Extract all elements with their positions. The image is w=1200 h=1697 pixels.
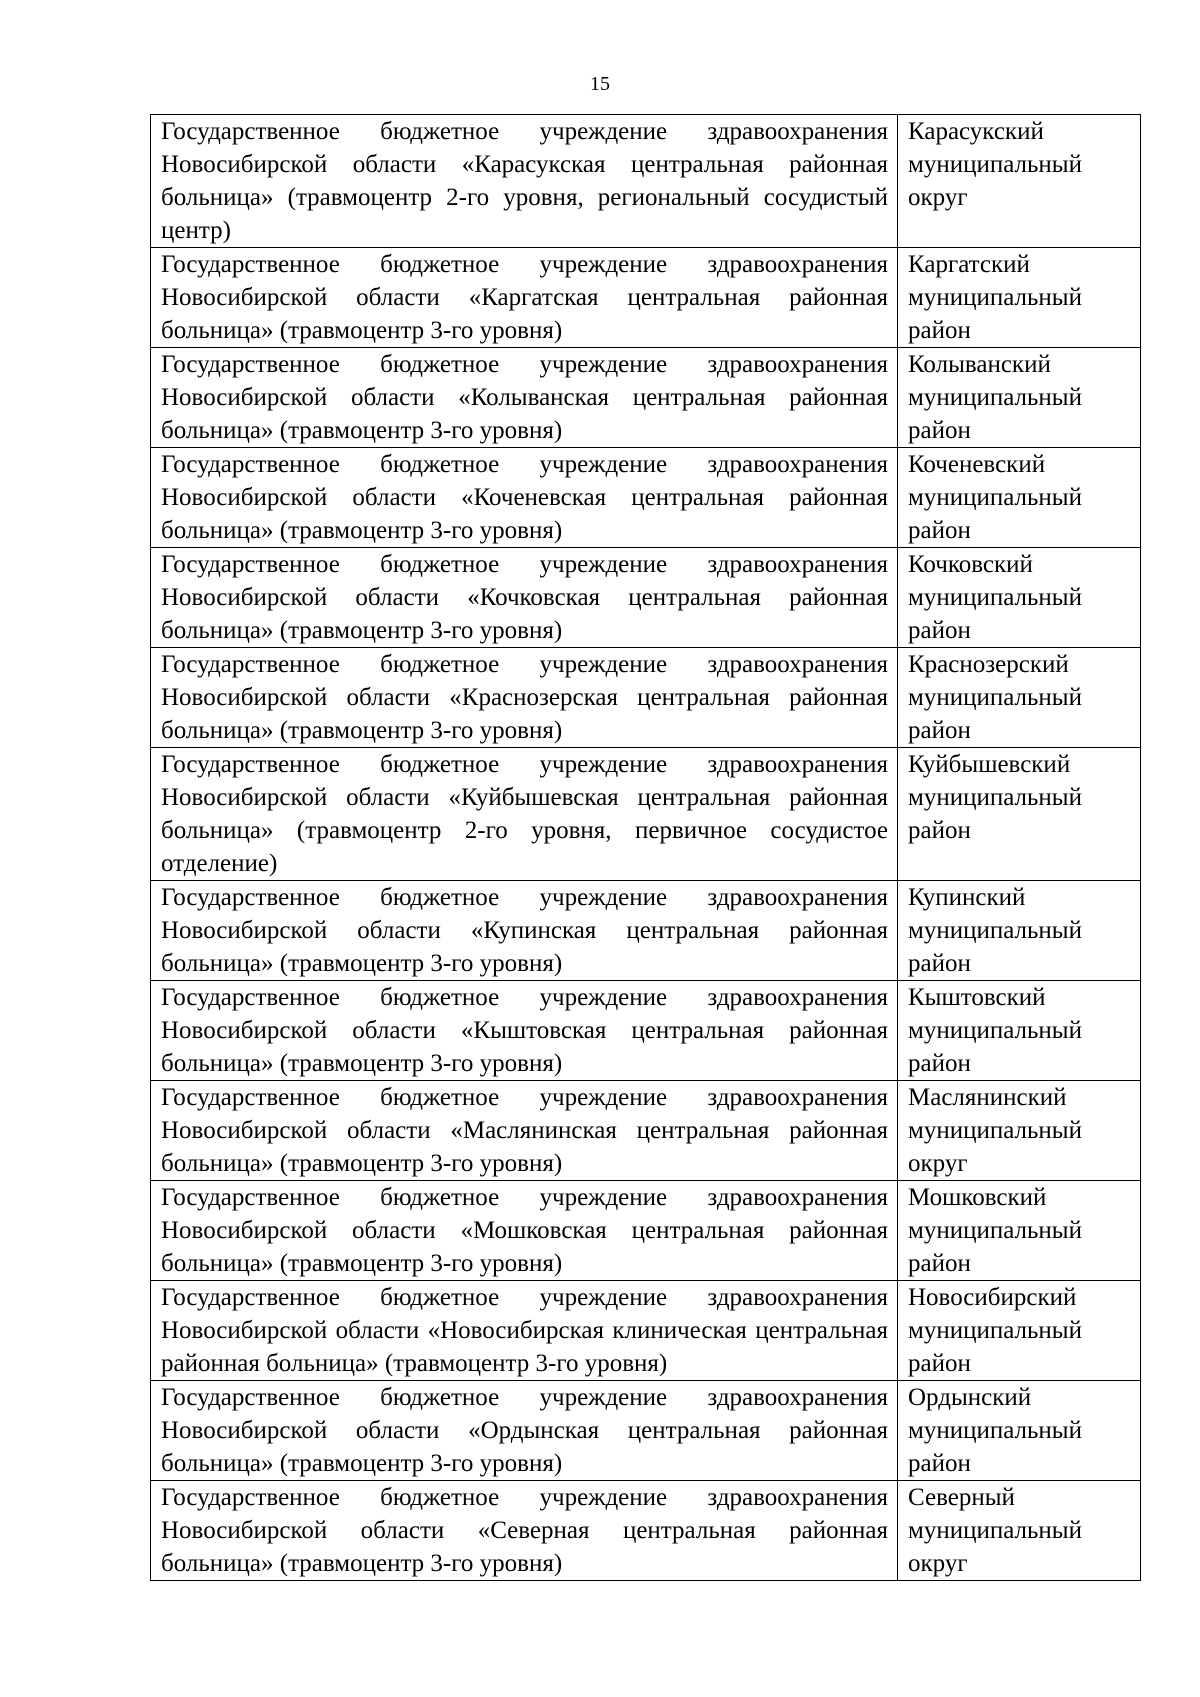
table-row: [151, 1481, 1141, 1581]
district-cell: [898, 748, 1141, 881]
district-line: округ: [908, 184, 968, 211]
district-cell: [898, 1081, 1141, 1181]
table-row: [151, 1181, 1141, 1281]
district-cell: [898, 248, 1141, 348]
district-line: Карасукский: [908, 118, 1044, 145]
organization-cell: Государственное бюджетное учреждение здравоохранения Новосибирской области «Купинская центральная районная больница» (травмоцентр 3-го уровня): [151, 881, 898, 981]
district-line: муниципальный: [908, 284, 1082, 311]
district-line: муниципальный: [908, 684, 1082, 711]
page-number: 15: [590, 73, 610, 95]
table-body: [151, 115, 1141, 1581]
district-line: муниципальный: [908, 1017, 1082, 1044]
district-line: Ордынский: [908, 1384, 1032, 1411]
district-cell: [898, 1281, 1141, 1381]
district-cell: [898, 115, 1141, 248]
district-cell: [898, 981, 1141, 1081]
table-row: [151, 1381, 1141, 1481]
district-line: округ: [908, 1550, 968, 1577]
district-line: Куйбышевский: [908, 751, 1071, 778]
district-line: район: [908, 950, 971, 977]
table-row: [151, 881, 1141, 981]
district-line: муниципальный: [908, 1217, 1082, 1244]
organization-cell: Государственное бюджетное учреждение здравоохранения Новосибирской области «Ордынская центральная районная больница» (травмоцентр 3-го уровня): [151, 1381, 898, 1481]
organization-cell: Государственное бюджетное учреждение здравоохранения Новосибирской области «Новосибирская клиническая центральная районная больница» (травмоцентр 3-го уровня): [151, 1281, 898, 1381]
district-cell: [898, 448, 1141, 548]
district-line: район: [908, 417, 971, 444]
table-row: [151, 448, 1141, 548]
district-cell: [898, 881, 1141, 981]
district-line: Кочковский: [908, 551, 1033, 578]
table-row: [151, 1081, 1141, 1181]
district-line: муниципальный: [908, 917, 1082, 944]
district-line: район: [908, 1450, 971, 1477]
district-cell: [898, 548, 1141, 648]
district-line: район: [908, 717, 971, 744]
district-line: округ: [908, 1150, 968, 1177]
district-line: Северный: [908, 1484, 1015, 1511]
table-row: [151, 548, 1141, 648]
district-line: Краснозерский: [908, 651, 1069, 678]
table-row: [151, 748, 1141, 881]
district-cell: [898, 1381, 1141, 1481]
district-line: муниципальный: [908, 784, 1082, 811]
district-line: Купинский: [908, 884, 1026, 911]
district-line: Новосибирский: [908, 1284, 1077, 1311]
district-line: район: [908, 1050, 971, 1077]
district-line: муниципальный: [908, 1517, 1082, 1544]
district-cell: [898, 1481, 1141, 1581]
district-line: муниципальный: [908, 584, 1082, 611]
organization-cell: Государственное бюджетное учреждение здравоохранения Новосибирской области «Маслянинская центральная районная больница» (травмоцентр 3-го уровня): [151, 1081, 898, 1181]
district-line: Мошковский: [908, 1184, 1047, 1211]
table-row: [151, 981, 1141, 1081]
district-line: Маслянинский: [908, 1084, 1067, 1111]
organization-cell: Государственное бюджетное учреждение здравоохранения Новосибирской области «Карасукская центральная районная больница» (травмоцентр 2-го уровня, региональный сосудистый центр): [151, 115, 898, 248]
district-line: муниципальный: [908, 151, 1082, 178]
district-cell: [898, 1181, 1141, 1281]
table-row: [151, 115, 1141, 248]
organization-cell: Государственное бюджетное учреждение здравоохранения Новосибирской области «Кыштовская центральная районная больница» (травмоцентр 3-го уровня): [151, 981, 898, 1081]
table-row: [151, 648, 1141, 748]
organization-cell: Государственное бюджетное учреждение здравоохранения Новосибирской области «Коченевская центральная районная больница» (травмоцентр 3-го уровня): [151, 448, 898, 548]
district-line: Коченевский: [908, 451, 1046, 478]
district-line: Каргатский: [908, 251, 1030, 278]
table-row: [151, 348, 1141, 448]
district-line: район: [908, 817, 971, 844]
district-line: муниципальный: [908, 384, 1082, 411]
district-line: муниципальный: [908, 484, 1082, 511]
table-row: [151, 248, 1141, 348]
district-line: район: [908, 1350, 971, 1377]
organization-cell: Государственное бюджетное учреждение здравоохранения Новосибирской области «Мошковская центральная районная больница» (травмоцентр 3-го уровня): [151, 1181, 898, 1281]
organization-cell: Государственное бюджетное учреждение здравоохранения Новосибирской области «Северная центральная районная больница» (травмоцентр 3-го уровня): [151, 1481, 898, 1581]
institutions-table: [150, 114, 1141, 1581]
organization-cell: Государственное бюджетное учреждение здравоохранения Новосибирской области «Колыванская центральная районная больница» (травмоцентр 3-го уровня): [151, 348, 898, 448]
organization-cell: Государственное бюджетное учреждение здравоохранения Новосибирской области «Краснозерская центральная районная больница» (травмоцентр 3-го уровня): [151, 648, 898, 748]
district-line: муниципальный: [908, 1117, 1082, 1144]
district-line: Кыштовский: [908, 984, 1046, 1011]
table-row: [151, 1281, 1141, 1381]
district-line: район: [908, 317, 971, 344]
organization-cell: Государственное бюджетное учреждение здравоохранения Новосибирской области «Каргатская центральная районная больница» (травмоцентр 3-го уровня): [151, 248, 898, 348]
district-cell: [898, 348, 1141, 448]
district-line: муниципальный: [908, 1317, 1082, 1344]
district-line: Колыванский: [908, 351, 1051, 378]
district-cell: [898, 648, 1141, 748]
district-line: район: [908, 1250, 971, 1277]
organization-cell: Государственное бюджетное учреждение здравоохранения Новосибирской области «Куйбышевская центральная районная больница» (травмоцентр 2-го уровня, первичное сосудистое отделение): [151, 748, 898, 881]
district-line: район: [908, 517, 971, 544]
district-line: муниципальный: [908, 1417, 1082, 1444]
district-line: район: [908, 617, 971, 644]
organization-cell: Государственное бюджетное учреждение здравоохранения Новосибирской области «Кочковская центральная районная больница» (травмоцентр 3-го уровня): [151, 548, 898, 648]
